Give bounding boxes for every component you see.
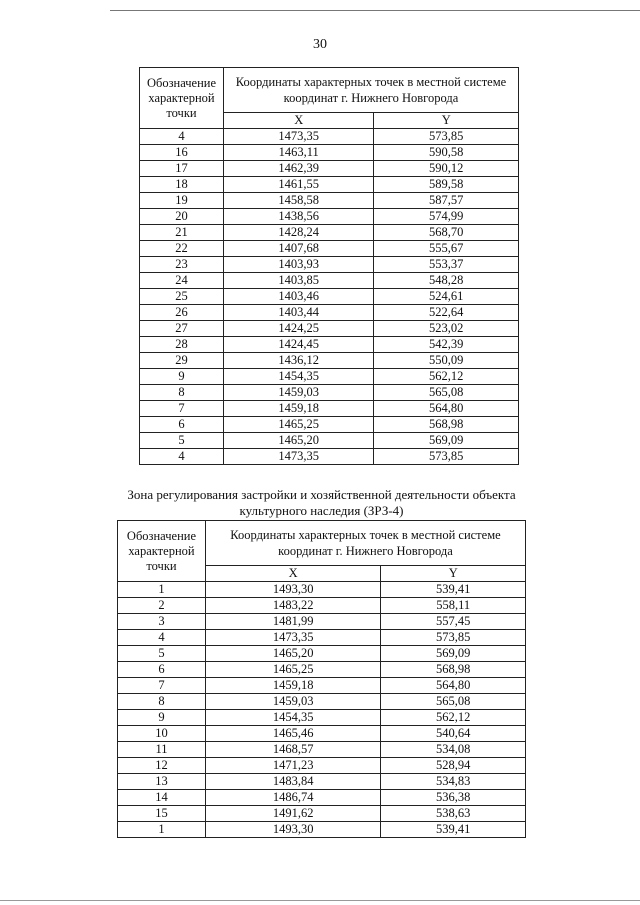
table-row: [118, 646, 526, 662]
x-cell: 1403,85: [223, 273, 374, 289]
point-cell: 4: [140, 449, 224, 465]
x-column-header: X: [205, 566, 380, 582]
table-row: [140, 161, 519, 177]
x-cell: 1459,18: [223, 401, 374, 417]
table-row: [140, 321, 519, 337]
table-row: [118, 758, 526, 774]
y-cell: 555,67: [374, 241, 519, 257]
point-cell: 15: [118, 806, 206, 822]
point-cell: 29: [140, 353, 224, 369]
x-cell: 1459,03: [205, 694, 380, 710]
point-cell: 4: [140, 129, 224, 145]
point-cell: 22: [140, 241, 224, 257]
coordinates-table-2: [117, 520, 526, 838]
point-cell: 8: [118, 694, 206, 710]
point-cell: 11: [118, 742, 206, 758]
table-2-body: [118, 582, 526, 838]
table-row: [140, 305, 519, 321]
x-cell: 1493,30: [205, 822, 380, 838]
x-cell: 1465,20: [205, 646, 380, 662]
point-cell: 19: [140, 193, 224, 209]
x-cell: 1486,74: [205, 790, 380, 806]
y-cell: 568,98: [374, 417, 519, 433]
y-cell: 568,70: [374, 225, 519, 241]
y-cell: 548,28: [374, 273, 519, 289]
y-cell: 565,08: [381, 694, 526, 710]
table-row: [118, 662, 526, 678]
table-row: [140, 337, 519, 353]
table-row: [140, 353, 519, 369]
point-cell: 25: [140, 289, 224, 305]
table-row: [140, 369, 519, 385]
x-cell: 1454,35: [223, 369, 374, 385]
y-cell: 590,58: [374, 145, 519, 161]
point-cell: 12: [118, 758, 206, 774]
x-cell: 1461,55: [223, 177, 374, 193]
table-row: [118, 678, 526, 694]
y-cell: 524,61: [374, 289, 519, 305]
y-cell: 568,98: [381, 662, 526, 678]
table-row: [140, 385, 519, 401]
point-cell: 18: [140, 177, 224, 193]
y-cell: 523,02: [374, 321, 519, 337]
point-cell: 14: [118, 790, 206, 806]
y-cell: 573,85: [374, 449, 519, 465]
y-cell: 587,57: [374, 193, 519, 209]
point-cell: 10: [118, 726, 206, 742]
x-cell: 1465,25: [205, 662, 380, 678]
x-cell: 1463,11: [223, 145, 374, 161]
table-row: [140, 225, 519, 241]
y-column-header: Y: [381, 566, 526, 582]
x-cell: 1403,93: [223, 257, 374, 273]
x-cell: 1436,12: [223, 353, 374, 369]
y-cell: 562,12: [374, 369, 519, 385]
x-cell: 1454,35: [205, 710, 380, 726]
table-row: [140, 209, 519, 225]
point-cell: 3: [118, 614, 206, 630]
y-cell: 564,80: [374, 401, 519, 417]
x-cell: 1459,03: [223, 385, 374, 401]
y-cell: 540,64: [381, 726, 526, 742]
table-row: [118, 598, 526, 614]
y-cell: 528,94: [381, 758, 526, 774]
x-cell: 1473,35: [223, 449, 374, 465]
table-row: [140, 177, 519, 193]
point-cell: 21: [140, 225, 224, 241]
table-row: [140, 193, 519, 209]
y-cell: 534,08: [381, 742, 526, 758]
x-cell: 1491,62: [205, 806, 380, 822]
x-cell: 1462,39: [223, 161, 374, 177]
x-cell: 1473,35: [223, 129, 374, 145]
x-cell: 1403,44: [223, 305, 374, 321]
y-cell: 573,85: [381, 630, 526, 646]
point-cell: 26: [140, 305, 224, 321]
y-cell: 569,09: [381, 646, 526, 662]
point-cell: 16: [140, 145, 224, 161]
x-cell: 1458,58: [223, 193, 374, 209]
point-cell: 17: [140, 161, 224, 177]
table-row: [118, 726, 526, 742]
point-cell: 1: [118, 822, 206, 838]
y-cell: 562,12: [381, 710, 526, 726]
table-row: [140, 241, 519, 257]
y-cell: 539,41: [381, 822, 526, 838]
x-cell: 1471,23: [205, 758, 380, 774]
point-cell: 20: [140, 209, 224, 225]
y-cell: 589,58: [374, 177, 519, 193]
point-cell: 8: [140, 385, 224, 401]
point-cell: 13: [118, 774, 206, 790]
y-cell: 590,12: [374, 161, 519, 177]
y-cell: 574,99: [374, 209, 519, 225]
table-row: [118, 582, 526, 598]
table-row: [140, 257, 519, 273]
table-row: [118, 790, 526, 806]
scan-edge-top: [110, 10, 640, 11]
x-cell: 1465,25: [223, 417, 374, 433]
point-cell: 5: [118, 646, 206, 662]
designation-header: Обозначение характерной точки: [140, 68, 224, 129]
point-cell: 9: [140, 369, 224, 385]
table-row: [118, 630, 526, 646]
coordinates-header: Координаты характерных точек в местной системе координат г. Нижнего Новгорода: [205, 521, 525, 566]
y-cell: 522,64: [374, 305, 519, 321]
table-row: [118, 614, 526, 630]
table-1-body: [140, 129, 519, 465]
table-row: [140, 289, 519, 305]
x-cell: 1468,57: [205, 742, 380, 758]
x-cell: 1424,25: [223, 321, 374, 337]
x-cell: 1473,35: [205, 630, 380, 646]
table-row: [118, 806, 526, 822]
y-cell: 558,11: [381, 598, 526, 614]
point-cell: 2: [118, 598, 206, 614]
table-row: [140, 401, 519, 417]
x-cell: 1438,56: [223, 209, 374, 225]
y-column-header: Y: [374, 113, 519, 129]
y-cell: 564,80: [381, 678, 526, 694]
x-cell: 1428,24: [223, 225, 374, 241]
x-column-header: X: [223, 113, 374, 129]
y-cell: 557,45: [381, 614, 526, 630]
point-cell: 6: [140, 417, 224, 433]
table-row: [118, 774, 526, 790]
table-row: [118, 694, 526, 710]
x-cell: 1483,84: [205, 774, 380, 790]
x-cell: 1465,20: [223, 433, 374, 449]
coordinates-table-1: [139, 67, 519, 465]
table-row: [118, 742, 526, 758]
table-row: [140, 449, 519, 465]
coordinates-header: Координаты характерных точек в местной системе координат г. Нижнего Новгорода: [223, 68, 518, 113]
table-row: [118, 710, 526, 726]
point-cell: 1: [118, 582, 206, 598]
point-cell: 23: [140, 257, 224, 273]
point-cell: 28: [140, 337, 224, 353]
table-row: [140, 145, 519, 161]
y-cell: 534,83: [381, 774, 526, 790]
y-cell: 565,08: [374, 385, 519, 401]
table-row: [140, 129, 519, 145]
page-number: 30: [313, 37, 327, 52]
table-row: [140, 417, 519, 433]
x-cell: 1459,18: [205, 678, 380, 694]
y-cell: 539,41: [381, 582, 526, 598]
y-cell: 538,63: [381, 806, 526, 822]
x-cell: 1493,30: [205, 582, 380, 598]
x-cell: 1481,99: [205, 614, 380, 630]
y-cell: 569,09: [374, 433, 519, 449]
point-cell: 27: [140, 321, 224, 337]
point-cell: 5: [140, 433, 224, 449]
point-cell: 6: [118, 662, 206, 678]
point-cell: 9: [118, 710, 206, 726]
y-cell: 542,39: [374, 337, 519, 353]
y-cell: 550,09: [374, 353, 519, 369]
x-cell: 1407,68: [223, 241, 374, 257]
zone-title: Зона регулирования застройки и хозяйственной деятельности объекта культурного наследия (ЗРЗ-4): [127, 487, 516, 518]
x-cell: 1424,45: [223, 337, 374, 353]
point-cell: 7: [140, 401, 224, 417]
y-cell: 536,38: [381, 790, 526, 806]
y-cell: 573,85: [374, 129, 519, 145]
x-cell: 1483,22: [205, 598, 380, 614]
table-row: [140, 433, 519, 449]
y-cell: 553,37: [374, 257, 519, 273]
point-cell: 24: [140, 273, 224, 289]
table-row: [140, 273, 519, 289]
x-cell: 1465,46: [205, 726, 380, 742]
table-row: [118, 822, 526, 838]
point-cell: 7: [118, 678, 206, 694]
point-cell: 4: [118, 630, 206, 646]
scan-edge-bottom: [0, 900, 640, 901]
x-cell: 1403,46: [223, 289, 374, 305]
designation-header: Обозначение характерной точки: [118, 521, 206, 582]
